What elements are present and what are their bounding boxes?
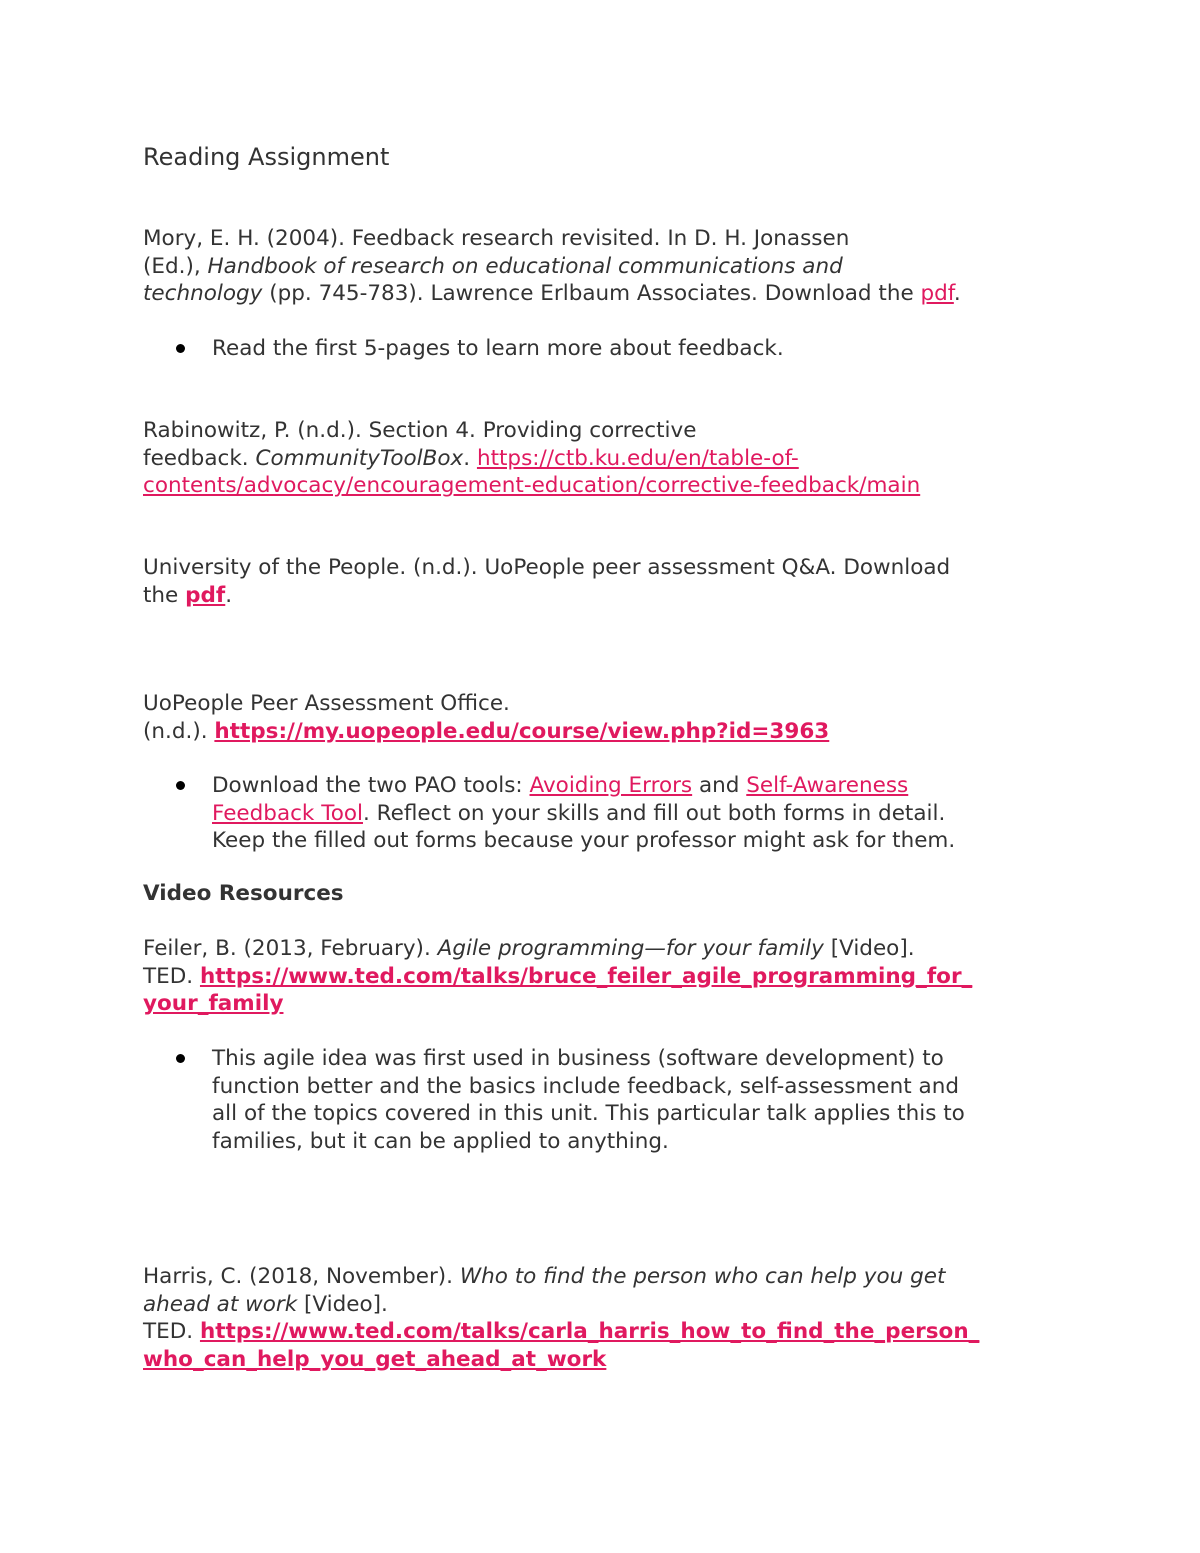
reference-uopeople-period: . [225, 582, 233, 608]
reference-uopeople-line-1: University of the People. (n.d.). UoPeople peer assessment Q&A. Download [143, 555, 951, 580]
reference-harris-title: Who to find the person who can help you get [459, 1264, 946, 1289]
reference-feiler-line-2 [143, 963, 1063, 991]
reference-rabinowitz-sep: . [463, 445, 477, 471]
bullet-agile-line-2: function better and the basics include feedback, self-assessment and [212, 1073, 959, 1099]
ctb-link[interactable]: https://ctb.ku.edu/en/table-of- [476, 445, 799, 471]
bullet-pao-tools [212, 772, 1072, 855]
avoiding-errors-link[interactable]: Avoiding Errors [529, 773, 693, 798]
page-title: Reading Assignment [143, 143, 390, 171]
reference-feiler-title: Agile programming—for your family [437, 936, 824, 961]
reference-feiler-type: [Video]. [823, 936, 915, 961]
reference-mory [143, 225, 1063, 308]
reference-uopeople-qa [143, 554, 1063, 609]
reference-rabinowitz-line-3 [143, 472, 1063, 500]
ctb-link-continued[interactable]: contents/advocacy/encouragement-education/corrective-feedback/main [143, 473, 921, 498]
reference-rabinowitz-source: CommunityToolBox [255, 445, 464, 471]
reference-harris-line-2 [143, 1291, 1063, 1319]
bullet-pao-intro: Download the two PAO tools: [212, 773, 530, 798]
bullet-agile-idea [212, 1045, 1072, 1155]
bullet-pao-reflect: . Reflect on your skills and fill out both forms in detail. [362, 800, 946, 826]
reference-mory-book-title-end: technology [143, 281, 263, 306]
reference-harris-line-3 [143, 1318, 1063, 1346]
self-awareness-tool-link-continued[interactable]: Feedback Tool [212, 800, 363, 826]
harris-ted-link-continued[interactable]: who_can_help_you_get_ahead_at_work [143, 1346, 607, 1372]
reference-feiler [143, 935, 1063, 1018]
reference-rabinowitz [143, 417, 1063, 500]
reference-harris-ted: TED. [143, 1319, 200, 1344]
reference-harris-author: Harris, C. (2018, November). [143, 1264, 460, 1289]
bullet-pao-line-2 [212, 800, 1072, 828]
mory-pdf-link[interactable]: pdf [920, 281, 954, 306]
reference-rabinowitz-line-1: Rabinowitz, P. (n.d.). Section 4. Providing corrective [143, 418, 697, 443]
feiler-ted-link[interactable]: https://www.ted.com/talks/bruce_feiler_agile_programming_for_ [199, 963, 973, 989]
reference-mory-publisher: (pp. 745-783). Lawrence Erlbaum Associates. Download the [262, 281, 921, 306]
reference-mory-line-3 [143, 280, 1063, 308]
reference-feiler-author: Feiler, B. (2013, February). [143, 936, 438, 961]
self-awareness-tool-link[interactable]: Self-Awareness [746, 773, 909, 798]
reference-mory-line-2 [143, 253, 1063, 281]
bullet-agile-line-4: families, but it can be applied to anything. [212, 1128, 669, 1154]
reference-mory-editor: (Ed.), [143, 253, 208, 279]
reference-pao-date: (n.d.). [143, 718, 215, 744]
reference-harris-line-1 [143, 1263, 1063, 1291]
video-resources-heading: Video Resources [143, 881, 344, 906]
reference-mory-book-title: Handbook of research on educational communications and [207, 253, 843, 279]
bullet-pao-line-1 [212, 772, 1072, 800]
reference-feiler-line-3 [143, 990, 1063, 1018]
bullet-read-first-pages: Read the first 5-pages to learn more about feedback. [212, 336, 784, 361]
reference-feiler-ted: TED. [143, 963, 200, 989]
reference-pao-line-2 [143, 718, 1063, 746]
uopeople-pdf-link[interactable]: pdf [185, 582, 226, 608]
feiler-ted-link-continued[interactable]: your_family [143, 991, 284, 1016]
reference-mory-period: . [953, 281, 961, 306]
bullet-pao-line-3: Keep the filled out forms because your professor might ask for them. [212, 828, 956, 853]
bullet-agile-line-1: This agile idea was first used in business (software development) to [212, 1046, 944, 1071]
bullet-icon [176, 1054, 185, 1063]
pao-course-link[interactable]: https://my.uopeople.edu/course/view.php?id=3963 [214, 718, 830, 744]
bullet-icon [176, 344, 185, 353]
bullet-pao-and: and [692, 773, 747, 798]
reference-harris-title-end: ahead at work [143, 1291, 298, 1317]
reference-uopeople-line-2 [143, 582, 1063, 610]
reference-pao-line-1: UoPeople Peer Assessment Office. [143, 691, 510, 716]
reference-harris [143, 1263, 1063, 1373]
reference-rabinowitz-line-2 [143, 445, 1063, 473]
reference-harris-type: [Video]. [297, 1291, 388, 1317]
reference-harris-line-4 [143, 1346, 1063, 1374]
bullet-icon [176, 781, 185, 790]
harris-ted-link[interactable]: https://www.ted.com/talks/carla_harris_how_to_find_the_person_ [199, 1319, 980, 1344]
reference-uopeople-the: the [143, 582, 186, 608]
reference-rabinowitz-feedback: feedback. [143, 445, 256, 471]
reference-feiler-line-1 [143, 935, 1063, 963]
reference-pao [143, 690, 1063, 745]
reference-mory-line-1: Mory, E. H. (2004). Feedback research revisited. In D. H. Jonassen [143, 226, 850, 251]
bullet-agile-line-3: all of the topics covered in this unit. This particular talk applies this to [212, 1101, 965, 1126]
